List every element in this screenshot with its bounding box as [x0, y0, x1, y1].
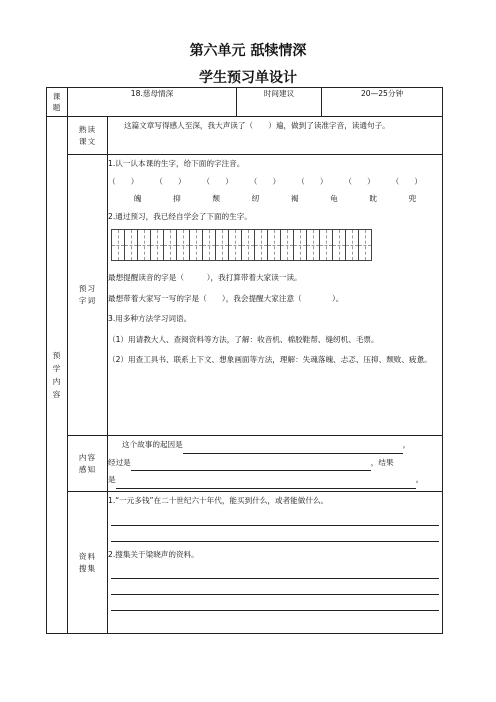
worksheet-subtitle: 学生预习单设计 [199, 70, 297, 86]
remind-writing: 最想带着大家写一写的字是（ ），我会提醒大家注意（ ）。 [108, 293, 344, 303]
research-cell [108, 492, 443, 634]
topic-value: 18.慈母情深 [68, 88, 237, 117]
preview-table [46, 87, 443, 634]
worksheet-unit-title: 第六单元 舐犊情深 [189, 43, 307, 59]
char-7: 眈 [369, 194, 377, 203]
words-q2: 2.通过预习，我已经自学会了下面的生字。 [108, 211, 252, 221]
result-label: 是 [108, 475, 116, 484]
pinyin-bracket-1[interactable]: （ ） [108, 176, 139, 186]
cause-line[interactable] [183, 441, 403, 454]
method-2: （2）用查工具书、联系上下文、想象画面等方法，理解：失魂落魄、忐忑、压抑、颓败、疲惫。 [108, 355, 432, 364]
research-label: 资料搜集 [68, 492, 108, 634]
time-value: 20—25分钟 [322, 88, 443, 117]
remind-pronunciation: 最想提醒读音的字是（ ），我打算带着大家读一读。 [108, 273, 302, 282]
reading-text [108, 117, 443, 155]
answer-line-5[interactable] [111, 595, 439, 611]
writing-grid[interactable] [111, 229, 442, 261]
header-row [47, 88, 443, 117]
char-3: 颓 [212, 194, 220, 203]
time-label: 时间建议 [237, 88, 322, 117]
reading-sentence: 这篇文章写得感人至深，我大声读了（ ）遍，做到了读准字音，读通句子。 [124, 121, 390, 130]
cause-label: 这个故事的起因是 [122, 440, 183, 449]
answer-line-2[interactable] [111, 526, 439, 542]
content-cell: 这个故事的起因是 ， 经过是 ，结果 是 。 [108, 436, 443, 492]
result-end: 。 [415, 475, 424, 484]
char-8: 兜 [408, 194, 417, 203]
research-q2: 2.搜集关于梁晓声的资料。 [108, 549, 199, 559]
result-line[interactable] [116, 476, 416, 489]
words-label: 预习字词 [68, 155, 108, 436]
research-q1: 1.“一元多钱”在二十世纪六十年代，能买到什么，或者能做什么。 [108, 496, 329, 505]
pinyin-bracket-3[interactable]: （ ） [202, 176, 233, 186]
char-6: 龟 [330, 194, 338, 203]
answer-line-4[interactable] [111, 579, 439, 595]
words-cell [108, 155, 443, 436]
char-2: 抑 [173, 194, 181, 203]
answer-line-3[interactable] [111, 563, 439, 579]
content-label: 内容感知 [68, 436, 108, 492]
words-q1: 1.认一认本课的生字，给下面的字注音。 [108, 159, 245, 168]
method-1: （1）用请教大人、查阅资料等方法，了解：收音机、棉胶鞋帮、缝纫机、毛票。 [108, 334, 379, 344]
process-line[interactable] [131, 458, 371, 471]
new-characters [108, 190, 442, 208]
words-q3: 3.用多种方法学习词语。 [108, 314, 192, 323]
pinyin-brackets [108, 173, 442, 191]
preview-content-label: 预学内容 [47, 117, 68, 634]
char-5: 褐 [290, 194, 299, 203]
answer-line-1[interactable] [111, 510, 439, 526]
pinyin-bracket-7[interactable]: （ ） [391, 176, 422, 186]
char-4: 纫 [251, 194, 260, 203]
process-label: 经过是 [108, 457, 131, 467]
pinyin-bracket-2[interactable]: （ ） [155, 176, 186, 186]
reading-label: 熟读课文 [68, 117, 108, 155]
pinyin-bracket-5[interactable]: （ ） [297, 176, 328, 186]
topic-label: 课题 [47, 88, 68, 117]
pinyin-bracket-4[interactable]: （ ） [249, 176, 281, 186]
char-1: 魄 [133, 194, 142, 203]
result-connector: ，结果 [370, 457, 394, 467]
pinyin-bracket-6[interactable]: （ ） [344, 176, 375, 186]
